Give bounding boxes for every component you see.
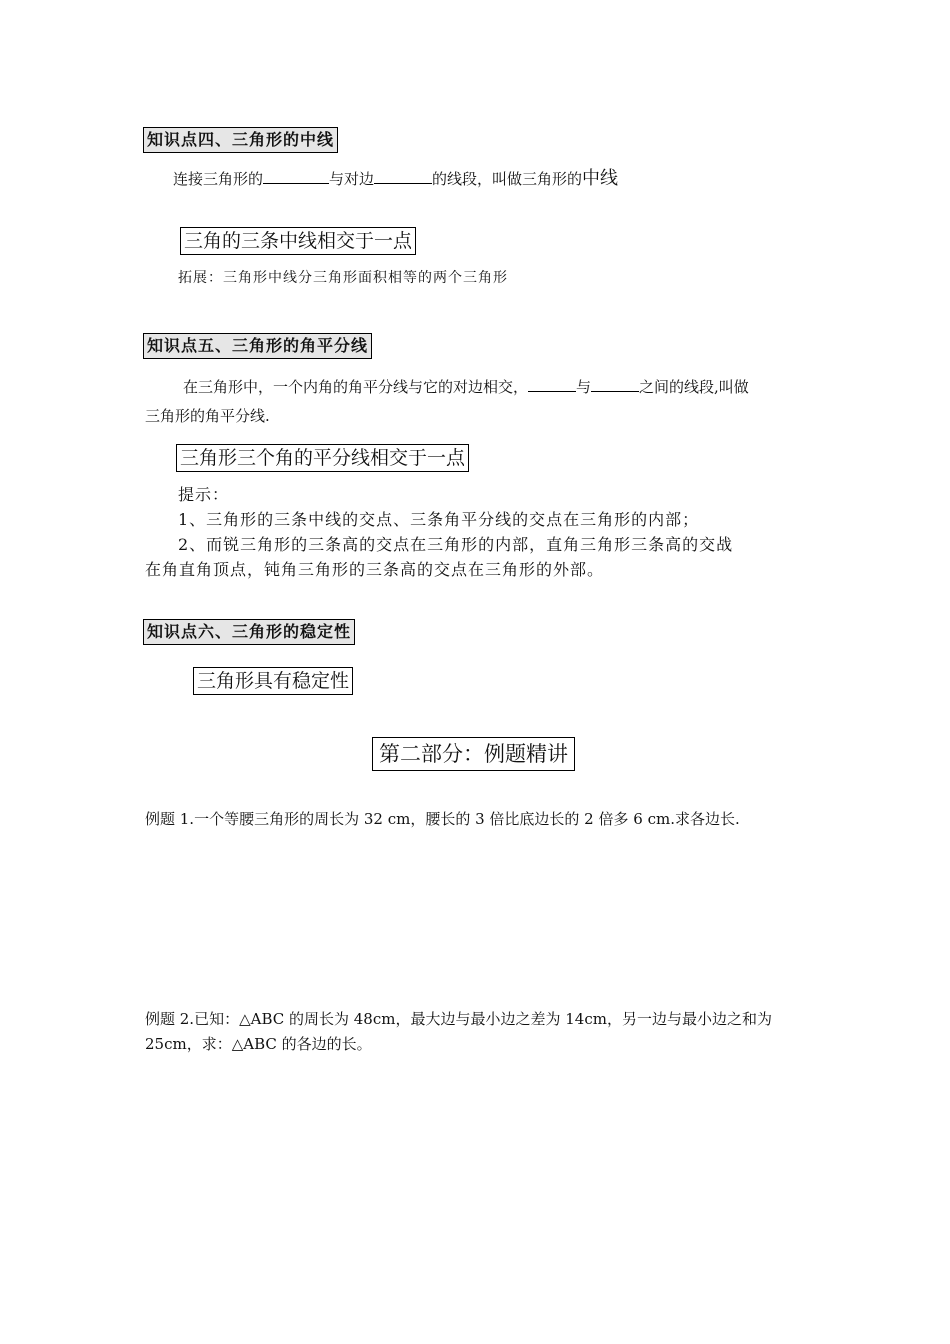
bisector-definition-line1 [183, 376, 749, 398]
median-theorem-box: 三角的三条中线相交于一点 [180, 227, 416, 255]
bisector-definition-line2: 三角形的角平分线. [145, 407, 270, 425]
median-def-part2: 与对边 [329, 170, 375, 188]
hint-item-2-line1: 2、而锐三角形的三条高的交点在三角形的内部，直角三角形三条高的交战 [178, 535, 734, 554]
bisector-def-part1: 在三角形中，一个内角的角平分线与它的对边相交， [183, 378, 529, 396]
hint-item-2-line2: 在角直角顶点，钝角三角形的三条高的交点在三角形的外部。 [145, 560, 605, 579]
section-4-heading: 知识点四、三角形的中线 [143, 127, 338, 153]
section-6-heading: 知识点六、三角形的稳定性 [143, 619, 355, 645]
median-def-part3: 的线段，叫做三角形的 [432, 170, 583, 188]
median-term: 中线 [582, 168, 619, 189]
example-2-line2: 25cm，求：△ABC 的各边的长。 [145, 1035, 372, 1053]
part-2-title: 第二部分：例题精讲 [372, 737, 575, 771]
bisector-def-part2: 与 [576, 378, 592, 396]
bisector-blank-2[interactable] [591, 377, 639, 392]
hint-title: 提示： [178, 485, 230, 504]
example-1: 例题 1.一个等腰三角形的周长为 32 cm，腰长的 3 倍比底边长的 2 倍多 6 cm.求各边长. [145, 810, 740, 828]
median-blank-2[interactable] [374, 169, 432, 184]
hint-item-1: 1、三角形的三条中线的交点、三条角平分线的交点在三角形的内部； [178, 510, 700, 529]
median-definition [173, 168, 618, 190]
median-def-part1: 连接三角形的 [173, 170, 264, 188]
median-blank-1[interactable] [263, 169, 329, 184]
bisector-def-part3: 之间的线段,叫做 [639, 378, 749, 396]
stability-theorem-box: 三角形具有稳定性 [193, 667, 353, 695]
bisector-theorem-box: 三角形三个角的平分线相交于一点 [176, 444, 469, 472]
bisector-blank-1[interactable] [528, 377, 576, 392]
median-extension: 拓展：三角形中线分三角形面积相等的两个三角形 [178, 270, 508, 286]
example-2-line1: 例题 2.已知：△ABC 的周长为 48cm，最大边与最小边之差为 14cm，另一边与最小边之和为 [145, 1010, 772, 1028]
section-5-heading: 知识点五、三角形的角平分线 [143, 333, 372, 359]
